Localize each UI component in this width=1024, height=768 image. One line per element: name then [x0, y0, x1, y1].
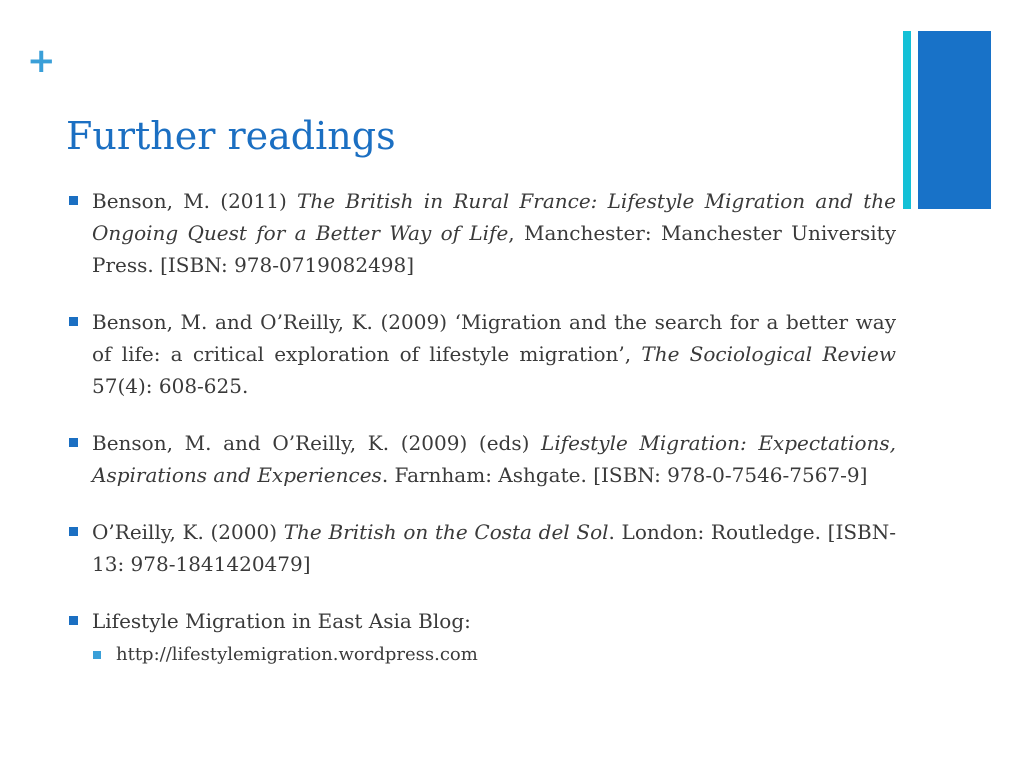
- square-bullet-icon: [69, 616, 78, 625]
- square-bullet-icon: [69, 317, 78, 326]
- reference-lead: O’Reilly, K. (2000): [92, 520, 284, 544]
- reference-list: [66, 185, 896, 669]
- square-bullet-icon: [69, 196, 78, 205]
- reference-tail: . Farnham: Ashgate. [ISBN: 978-0-7546-7567-9]: [381, 463, 868, 487]
- accent-bar-thick: [918, 31, 991, 209]
- small-square-bullet-icon: [93, 651, 101, 659]
- square-bullet-icon: [69, 527, 78, 536]
- slide-title: Further readings: [66, 114, 396, 158]
- reference-lead: Lifestyle Migration in East Asia Blog:: [92, 609, 471, 633]
- blog-link-item: [66, 641, 896, 669]
- plus-marker-icon: +: [27, 41, 56, 81]
- reference-item: [66, 427, 896, 491]
- reference-lead: Benson, M. and O’Reilly, K. (2009) (eds): [92, 431, 542, 455]
- reference-lead: Benson, M. (2011): [92, 189, 298, 213]
- blog-link[interactable]: http://lifestylemigration.wordpress.com: [116, 644, 478, 665]
- reference-title: Lifestyle Migration: Expectations, Aspirations and Experiences: [92, 431, 896, 487]
- reference-title: The British on the Costa del Sol: [283, 520, 609, 544]
- reference-tail: 57(4): 608-625.: [92, 374, 249, 398]
- reference-tail: . London: Routledge. [ISBN-13: 978-1841420479]: [92, 520, 896, 576]
- reference-item: [66, 306, 896, 402]
- square-bullet-icon: [69, 438, 78, 447]
- reference-tail: , Manchester: Manchester University Press. [ISBN: 978-0719082498]: [92, 221, 896, 277]
- reference-title: The Sociological Review: [641, 342, 896, 366]
- reference-item: [66, 185, 896, 281]
- reference-title: The British in Rural France: Lifestyle Migration and the Ongoing Quest for a Better Way of Life: [92, 189, 897, 245]
- accent-bar-thin: [903, 31, 911, 209]
- reference-item: [66, 605, 896, 637]
- reference-lead: Benson, M. and O’Reilly, K. (2009) ‘Migration and the search for a better way of life: a critical exploration of lifestyle migration’,: [92, 310, 896, 366]
- reference-item: [66, 516, 896, 580]
